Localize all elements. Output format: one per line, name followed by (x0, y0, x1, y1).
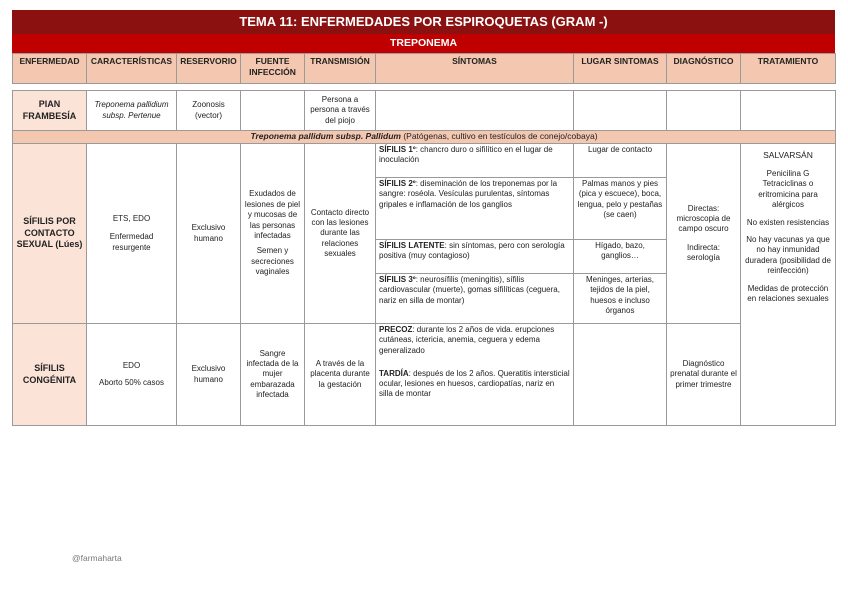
symptoms-cell (376, 91, 574, 131)
disease-table (12, 53, 836, 426)
header-cell: CARACTERÍSTICAS (87, 54, 177, 84)
diagnosis-cell (667, 91, 741, 131)
symptom-stage-2: SÍFILIS 2º: diseminación de los treponemas por la sangre: roséola. Vesículas purulentas, síntomas gripales e inflamación de los ganglios (376, 178, 574, 240)
treatment-cell: SALVARSÁN Penicilina G Tetraciclinas o eritromicina para alérgicos No existen resistencias No hay vacunas ya que no hay inmunidad duradera (posibilidad de reinfección) Medidas de protección en relaciones sexuales (741, 144, 836, 426)
symptom-location-cell (574, 324, 667, 426)
symptom-latent: SÍFILIS LATENTE: sin síntomas, pero con serología positiva (muy contagioso) (376, 240, 574, 274)
header-cell: DIAGNÓSTICO (667, 54, 741, 84)
transmission-cell: Contacto directo con las lesiones durante las relaciones sexuales (305, 144, 376, 324)
header-cell: TRANSMISIÓN (305, 54, 376, 84)
transmission-cell: A través de la placenta durante la gestación (305, 324, 376, 426)
characteristics-cell: ETS, EDO Enfermedad resurgente (87, 144, 177, 324)
footer-credit: @farmaharta (72, 553, 122, 563)
disease-name: SÍFILIS CONGÉNITA (13, 324, 87, 426)
subspecies-row (13, 131, 836, 144)
symptom-location-cell (574, 91, 667, 131)
page-title: TEMA 11: ENFERMEDADES POR ESPIROQUETAS (GRAM -) (12, 10, 835, 34)
symptom-location-3: Hígado, bazo, ganglios… (574, 240, 667, 274)
header-cell: TRATAMIENTO (741, 54, 836, 84)
header-cell: FUENTE INFECCIÓN (241, 54, 305, 84)
reservoir-cell: Zoonosis (vector) (177, 91, 241, 131)
table-row (13, 91, 836, 131)
symptom-stage-1: SÍFILIS 1º: chancro duro o sifilítico en el lugar de inoculación (376, 144, 574, 178)
table-row (13, 144, 836, 178)
header-cell: SÍNTOMAS (376, 54, 574, 84)
symptom-location-4: Meninges, arterias, tejidos de la piel, huesos e incluso órganos (574, 274, 667, 324)
symptom-location-2: Palmas manos y pies (pica y escuece), boca, lengua, pelo y pestañas (se caen) (574, 178, 667, 240)
section-title: TREPONEMA (12, 34, 835, 53)
header-row (13, 54, 836, 84)
symptom-stage-3: SÍFILIS 3º: neurosífilis (meningitis), sífilis cardiovascular (muerte), gomas sifilíticas (ceguera, nariz en silla de montar) (376, 274, 574, 324)
treatment-cell (741, 91, 836, 131)
symptom-early: PRECOZ: durante los 2 años de vida. erupciones cutáneas, ictericia, anemia, ceguera y edema generalizado (376, 324, 574, 368)
subspecies-cell: Treponema pallidum subsp. Pallidum (Patógenas, cultivo en testículos de conejo/cobaya) (13, 131, 836, 144)
characteristics-cell: EDO Aborto 50% casos (87, 324, 177, 426)
header-cell: ENFERMEDAD (13, 54, 87, 84)
symptom-late: TARDÍA: después de los 2 años. Queratitis intersticial ocular, lesiones en huesos, cardiopatías, nariz en silla de montar (376, 368, 574, 426)
disease-name: PIAN FRAMBESÍA (13, 91, 87, 131)
characteristics-cell: Treponema pallidium subsp. Pertenue (87, 91, 177, 131)
reservoir-cell: Exclusivo humano (177, 324, 241, 426)
source-cell: Exudados de lesiones de piel y mucosas de las personas infectadas Semen y secreciones vaginales (241, 144, 305, 324)
transmission-cell: Persona a persona a través del piojo (305, 91, 376, 131)
table-row (13, 324, 836, 368)
header-cell: RESERVORIO (177, 54, 241, 84)
symptom-location-1: Lugar de contacto (574, 144, 667, 178)
diagnosis-cell: Directas: microscopia de campo oscuro Indirecta: serología (667, 144, 741, 324)
source-cell: Sangre infectada de la mujer embarazada infectada (241, 324, 305, 426)
disease-table-sheet (12, 10, 835, 426)
diagnosis-cell: Diagnóstico prenatal durante el primer trimestre (667, 324, 741, 426)
source-cell (241, 91, 305, 131)
reservoir-cell: Exclusivo humano (177, 144, 241, 324)
header-cell: LUGAR SINTOMAS (574, 54, 667, 84)
disease-name: SÍFILIS POR CONTACTO SEXUAL (Lúes) (13, 144, 87, 324)
